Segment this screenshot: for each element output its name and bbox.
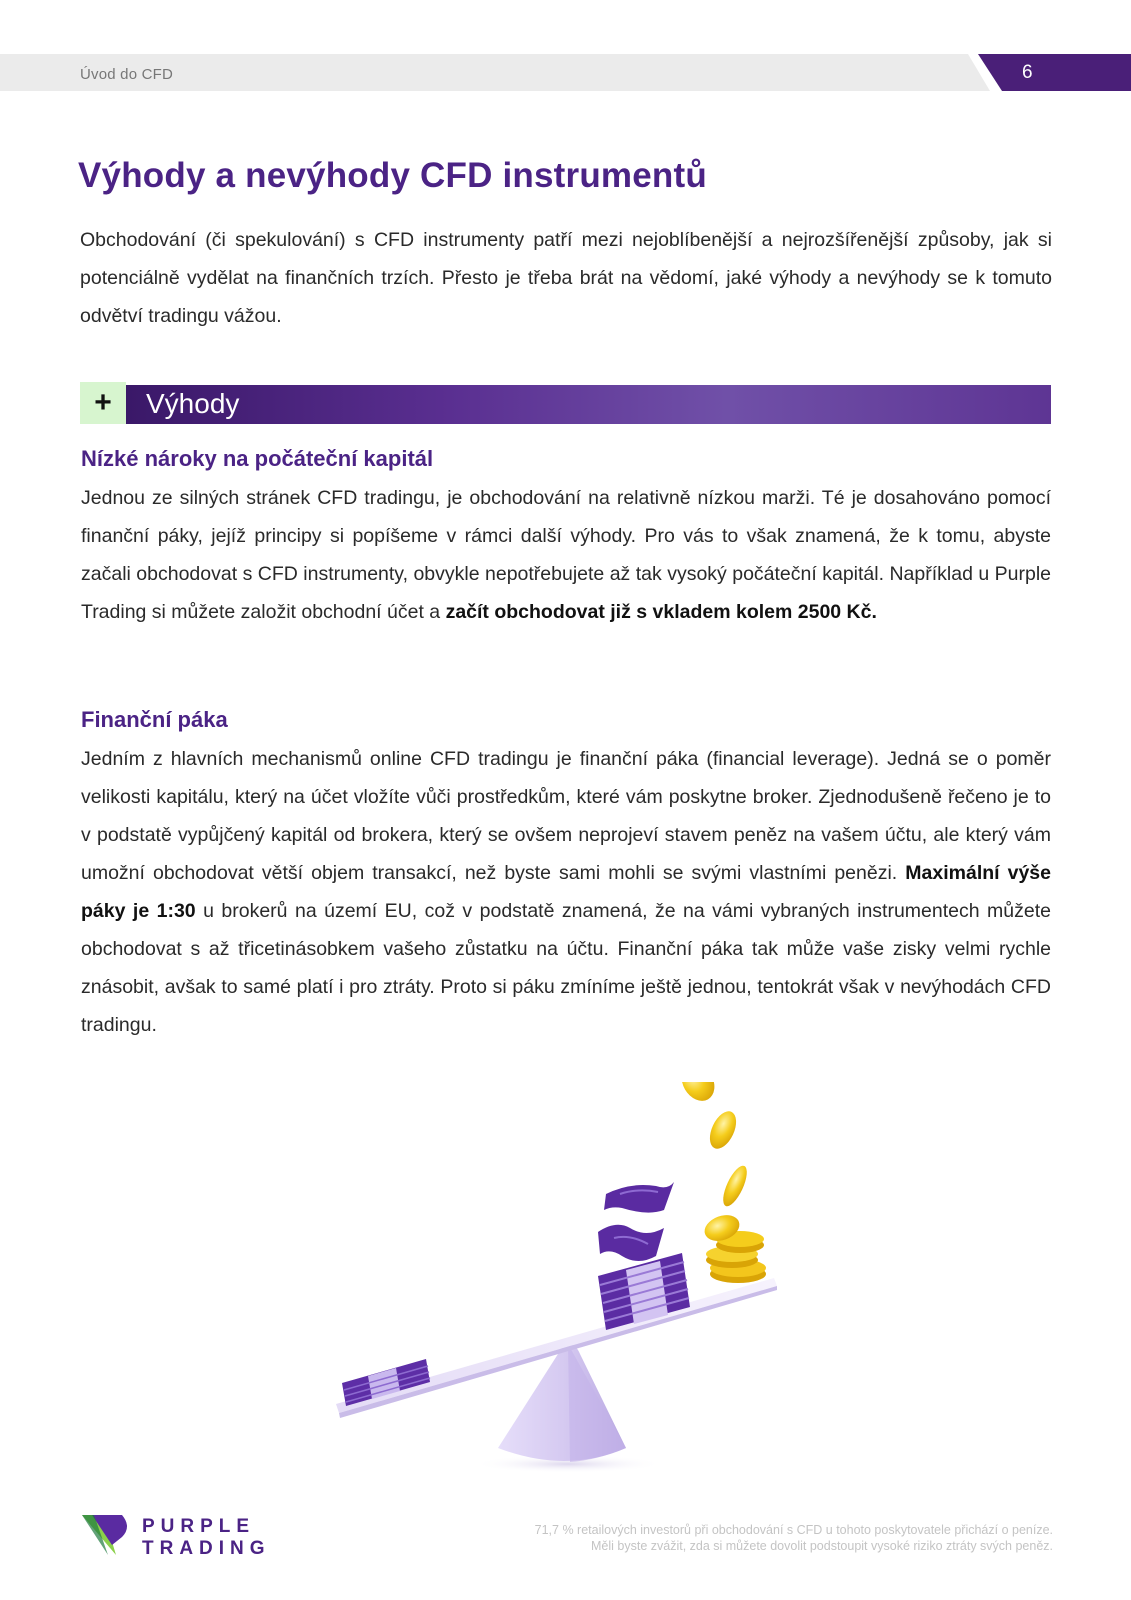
paragraph-bold-text: začít obchodovat již s vkladem kolem 2500 Kč.	[445, 601, 877, 623]
page-title: Výhody a nevýhody CFD instrumentů	[78, 156, 707, 195]
page-number-tab	[978, 54, 1131, 91]
section-bar-advantages	[80, 382, 1051, 424]
intro-paragraph: Obchodování (či spekulování) s CFD instrumenty patří mezi nejoblíbenější a nejrozšířenější způsoby, jak si potenciálně vydělat na finančních trzích. Přesto je třeba brát na vědomí, jaké výhody a nevýhody se k tomuto odvětví tradingu vážou.	[80, 229, 1052, 327]
plus-icon: +	[80, 382, 126, 424]
page-number: 6	[1022, 62, 1033, 83]
purple-trading-logo-icon	[82, 1515, 130, 1557]
seesaw-coins-banknotes-illustration	[330, 1082, 810, 1482]
risk-disclaimer	[393, 1522, 1053, 1554]
disclaimer-line-1: 71,7 % retailových investorů při obchodování s CFD u tohoto poskytovatele přichází o peníze.	[534, 1523, 1053, 1537]
falling-coin-1	[675, 1082, 721, 1107]
logo-text-purple: PURPLE	[142, 1516, 256, 1537]
flying-banknote-1	[604, 1182, 674, 1213]
paragraph-text: Jedním z hlavních mechanismů online CFD tradingu je finanční páka (financial leverage). Jedná se o poměr velikosti kapitálu, který na účet vložíte vůči prostředkům, které vám poskytne broker. Zjednodušeně řečeno je to v podstatě vypůjčený kapitál od brokera, který se ovšem neprojeví stavem peněz na vašem účtu, ale který vám umožní obchodovat větší objem transakcí, než byste sami mohli se svými vlastními penězi.	[81, 748, 1051, 884]
section-title: Výhody	[146, 388, 240, 419]
paragraph-text-after: u brokerů na území EU, což v podstatě znamená, že na vámi vybraných instrumentech můžete obchodovat s až třicetinásobkem vašeho zůstatku na účtu. Finanční páka tak může vaše zisky velmi rychle znásobit, avšak to samé platí i pro ztráty. Proto si páku zmíníme ještě jednou, tentokrát však v nevýhodách CFD tradingu.	[81, 900, 1051, 1036]
paragraph-leverage	[81, 740, 1051, 1044]
purple-trading-logo	[82, 1515, 272, 1565]
subheading-leverage: Finanční páka	[81, 707, 228, 732]
paragraph-initial-capital	[81, 479, 1051, 631]
paragraph-text: Jednou ze silných stránek CFD tradingu, je obchodování na relativně nízkou marži. Té je dosahováno pomocí finanční páky, jejíž principy si popíšeme v rámci další výhody. Pro vás to však znamená, že k tomu, abyste začali obchodovat s CFD instrumenty, obvykle nepotřebujete až tak vysoký počáteční kapitál. Například u Purple Trading si můžete založit obchodní účet a	[81, 487, 1051, 623]
logo-text-trading: TRADING	[142, 1538, 271, 1559]
paragraph-bold-text: Maximální výše páky je 1:30	[81, 862, 1051, 922]
coin-pile	[701, 1211, 766, 1283]
disclaimer-line-2: Měli byste zvážit, zda si můžete dovolit podstoupit vysoké riziko ztráty svých peněz.	[591, 1539, 1053, 1553]
subheading-initial-capital: Nízké nároky na počáteční kapitál	[81, 446, 434, 471]
section-bar-fill	[126, 385, 1051, 424]
falling-coin-2	[705, 1107, 742, 1153]
falling-coin-3	[718, 1163, 751, 1210]
running-header-title: Úvod do CFD	[80, 66, 174, 83]
flying-banknote-2	[598, 1225, 664, 1261]
